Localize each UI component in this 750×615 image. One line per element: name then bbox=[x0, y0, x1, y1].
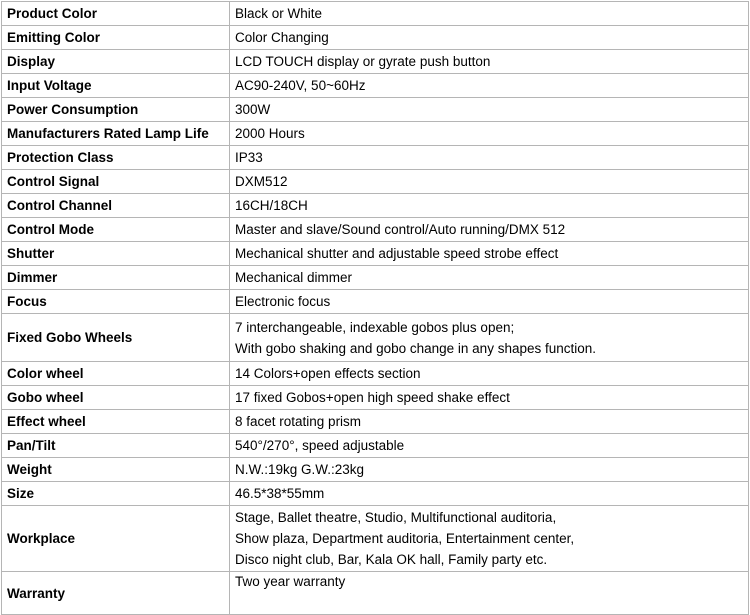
spec-value bbox=[230, 98, 749, 122]
spec-row bbox=[2, 122, 749, 146]
spec-value-line: Stage, Ballet theatre, Studio, Multifunctional auditoria, bbox=[235, 510, 557, 525]
spec-value bbox=[230, 218, 749, 242]
spec-label: Focus bbox=[2, 290, 230, 314]
spec-value bbox=[230, 146, 749, 170]
spec-table bbox=[1, 1, 749, 615]
spec-row bbox=[2, 98, 749, 122]
spec-value-line: 300W bbox=[235, 102, 271, 117]
spec-value bbox=[230, 242, 749, 266]
spec-value-line: Mechanical shutter and adjustable speed strobe effect bbox=[235, 246, 559, 261]
spec-label: Control Signal bbox=[2, 170, 230, 194]
spec-value bbox=[230, 458, 749, 482]
spec-value bbox=[230, 26, 749, 50]
spec-value bbox=[230, 506, 749, 572]
spec-value bbox=[230, 386, 749, 410]
spec-label: Fixed Gobo Wheels bbox=[2, 314, 230, 362]
spec-label: Shutter bbox=[2, 242, 230, 266]
spec-row bbox=[2, 2, 749, 26]
spec-value bbox=[230, 362, 749, 386]
spec-value-line: AC90-240V, 50~60Hz bbox=[235, 78, 366, 93]
spec-value-line: 540°/270°, speed adjustable bbox=[235, 438, 405, 453]
spec-row bbox=[2, 146, 749, 170]
spec-value-line: DXM512 bbox=[235, 174, 288, 189]
spec-value bbox=[230, 290, 749, 314]
spec-row bbox=[2, 242, 749, 266]
spec-value-line: 17 fixed Gobos+open high speed shake effect bbox=[235, 390, 510, 405]
spec-label: Input Voltage bbox=[2, 74, 230, 98]
spec-label: Product Color bbox=[2, 2, 230, 26]
spec-value-line: 46.5*38*55mm bbox=[235, 486, 325, 501]
spec-row bbox=[2, 194, 749, 218]
spec-label: Display bbox=[2, 50, 230, 74]
spec-label: Control Mode bbox=[2, 218, 230, 242]
spec-label: Gobo wheel bbox=[2, 386, 230, 410]
spec-label: Power Consumption bbox=[2, 98, 230, 122]
spec-value bbox=[230, 74, 749, 98]
spec-label: Weight bbox=[2, 458, 230, 482]
spec-value-line: Mechanical dimmer bbox=[235, 270, 353, 285]
spec-value-line: Electronic focus bbox=[235, 294, 331, 309]
spec-row bbox=[2, 506, 749, 572]
spec-row bbox=[2, 170, 749, 194]
spec-value-line: Master and slave/Sound control/Auto running/DMX 512 bbox=[235, 222, 566, 237]
spec-value bbox=[230, 314, 749, 362]
spec-label: Emitting Color bbox=[2, 26, 230, 50]
spec-label: Effect wheel bbox=[2, 410, 230, 434]
spec-value-line: LCD TOUCH display or gyrate push button bbox=[235, 54, 491, 69]
spec-row bbox=[2, 362, 749, 386]
spec-label: Size bbox=[2, 482, 230, 506]
spec-label: Control Channel bbox=[2, 194, 230, 218]
spec-value-line: Show plaza, Department auditoria, Entertainment center, bbox=[235, 531, 575, 546]
spec-value-line: 16CH/18CH bbox=[235, 198, 308, 213]
spec-value-line: Disco night club, Bar, Kala OK hall, Family party etc. bbox=[235, 552, 548, 567]
spec-row bbox=[2, 290, 749, 314]
spec-row bbox=[2, 434, 749, 458]
spec-value-line: 2000 Hours bbox=[235, 126, 305, 141]
spec-value bbox=[230, 572, 749, 615]
spec-value-line: Two year warranty bbox=[235, 574, 346, 589]
spec-value bbox=[230, 194, 749, 218]
spec-value-line: 14 Colors+open effects section bbox=[235, 366, 421, 381]
spec-value-line: Black or White bbox=[235, 6, 323, 21]
spec-label: Protection Class bbox=[2, 146, 230, 170]
spec-value-line: 8 facet rotating prism bbox=[235, 414, 362, 429]
spec-value bbox=[230, 410, 749, 434]
spec-label: Manufacturers Rated Lamp Life bbox=[2, 122, 230, 146]
spec-label: Dimmer bbox=[2, 266, 230, 290]
spec-value-line: 7 interchangeable, indexable gobos plus open; bbox=[235, 319, 515, 335]
spec-row bbox=[2, 26, 749, 50]
spec-label: Pan/Tilt bbox=[2, 434, 230, 458]
spec-row bbox=[2, 266, 749, 290]
spec-value-line: With gobo shaking and gobo change in any shapes function. bbox=[235, 340, 597, 356]
spec-value-line: Color Changing bbox=[235, 30, 329, 45]
spec-row bbox=[2, 386, 749, 410]
spec-row bbox=[2, 410, 749, 434]
spec-label: Warranty bbox=[2, 572, 230, 615]
spec-label: Workplace bbox=[2, 506, 230, 572]
spec-value-line: N.W.:19kg G.W.:23kg bbox=[235, 462, 365, 477]
spec-table-body bbox=[2, 2, 749, 615]
spec-value-line: IP33 bbox=[235, 150, 263, 165]
spec-value bbox=[230, 266, 749, 290]
spec-value bbox=[230, 122, 749, 146]
spec-row bbox=[2, 50, 749, 74]
spec-row bbox=[2, 74, 749, 98]
spec-value bbox=[230, 434, 749, 458]
spec-value bbox=[230, 482, 749, 506]
spec-value bbox=[230, 50, 749, 74]
spec-row bbox=[2, 458, 749, 482]
spec-value bbox=[230, 170, 749, 194]
spec-value bbox=[230, 2, 749, 26]
spec-row bbox=[2, 218, 749, 242]
spec-row bbox=[2, 482, 749, 506]
spec-label: Color wheel bbox=[2, 362, 230, 386]
spec-row bbox=[2, 572, 749, 615]
spec-row bbox=[2, 314, 749, 362]
